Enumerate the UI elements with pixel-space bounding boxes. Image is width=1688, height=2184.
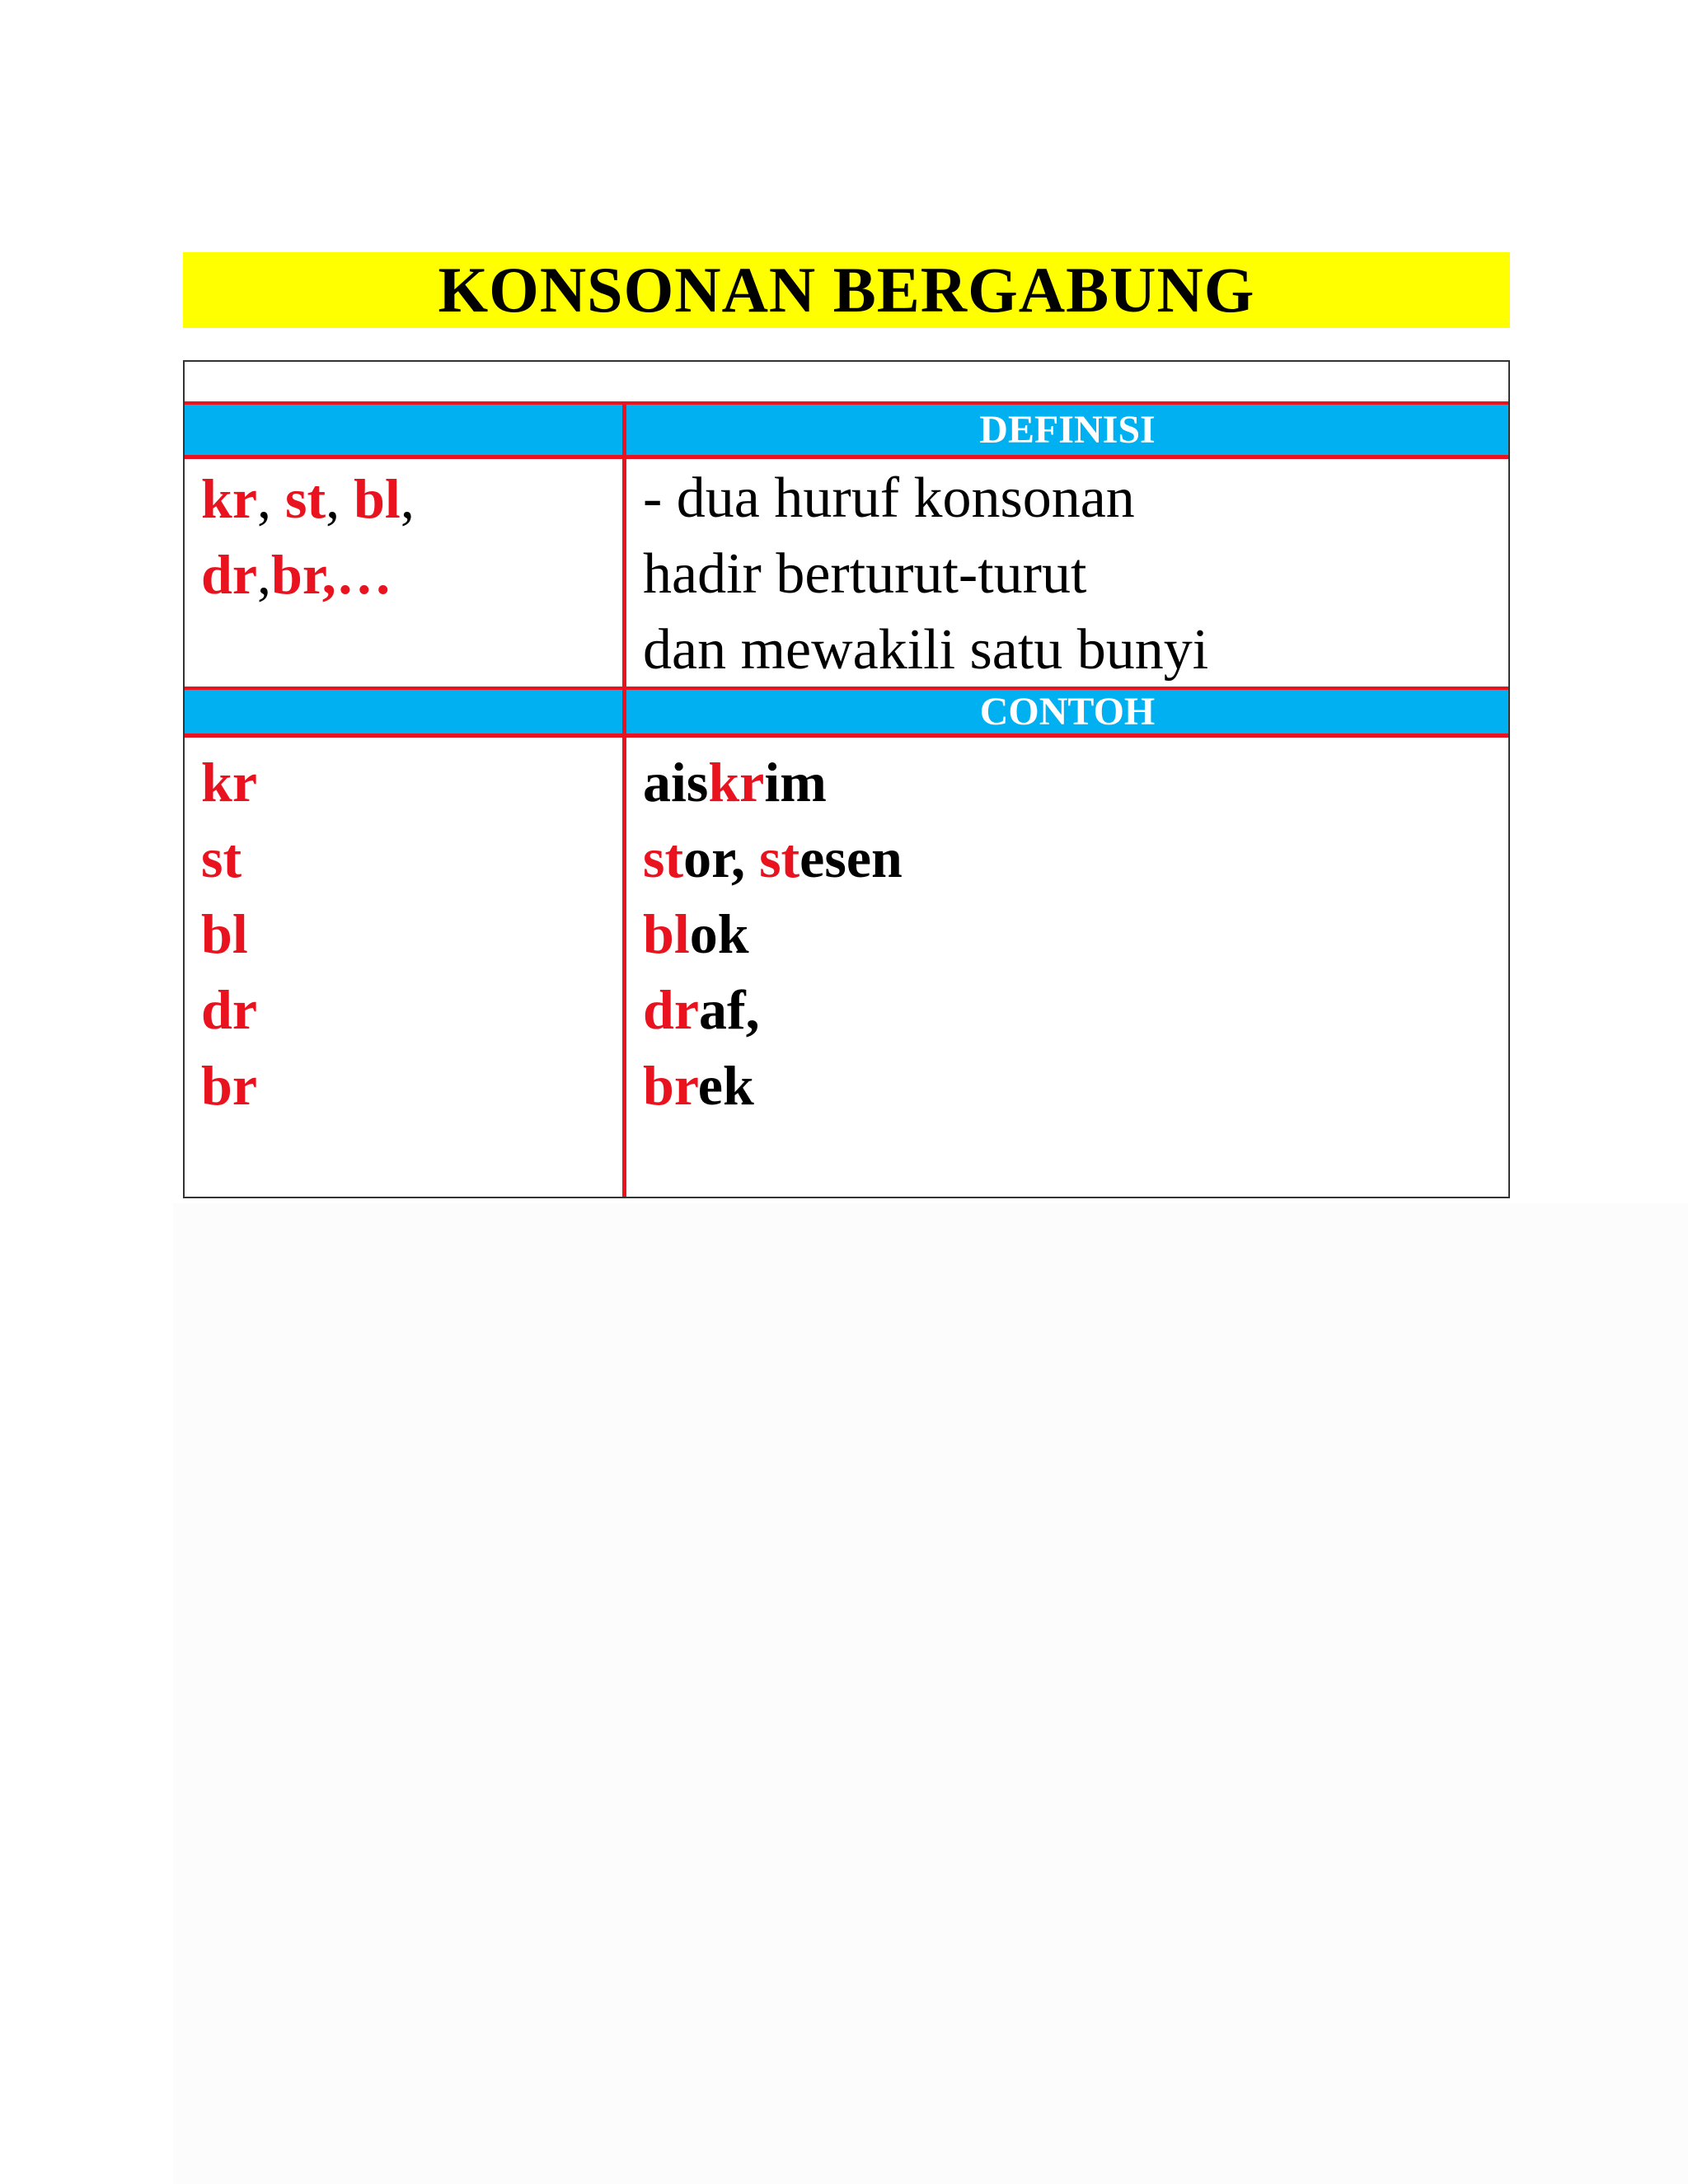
example-cluster: bl [201, 902, 248, 965]
example-cluster: st [201, 827, 242, 889]
definition-clusters [201, 461, 415, 612]
example-cluster: dr [201, 978, 257, 1041]
example-words [643, 744, 903, 1123]
highlight-letters: st [643, 827, 684, 889]
definition-line: - dua huruf konsonan [643, 466, 1135, 530]
highlight-letters: ,… [321, 543, 392, 606]
example-cluster: kr [201, 751, 257, 813]
highlight-letters: bl [643, 902, 690, 965]
definition-line: dan mewakili satu bunyi [643, 618, 1209, 682]
example-word [643, 1047, 903, 1123]
header-band-contoh [185, 687, 1508, 738]
plain-letters: , [257, 543, 271, 606]
highlight-letters: st [285, 467, 326, 530]
definition-line: hadir berturut-turut [643, 542, 1087, 606]
highlight-letters: st [759, 827, 800, 889]
definition-text [643, 461, 1208, 688]
example-word [643, 820, 903, 896]
plain-letters: ok [689, 902, 749, 965]
plain-letters: esen [799, 827, 903, 889]
plain-letters: , [400, 467, 415, 530]
page-title: KONSONAN BERGABUNG [438, 254, 1255, 326]
header-definisi: DEFINISI [979, 408, 1156, 452]
highlight-letters: dr [201, 543, 257, 606]
example-clusters [201, 744, 257, 1123]
example-word [643, 896, 903, 972]
plain-letters: ek [697, 1054, 754, 1117]
plain-letters: ais [643, 751, 709, 813]
highlight-letters: kr [708, 751, 765, 813]
highlight-letters: bl [354, 467, 401, 530]
plain-letters: , [257, 467, 285, 530]
plain-letters: , [326, 467, 354, 530]
example-word [643, 744, 903, 820]
highlight-letters: br [271, 543, 322, 606]
highlight-letters: kr [201, 467, 257, 530]
header-band-definisi [185, 401, 1508, 459]
consonant-table [183, 360, 1510, 1198]
example-cluster: br [201, 1054, 257, 1117]
plain-letters: or, [683, 827, 760, 889]
title-banner [183, 252, 1510, 328]
example-word [643, 972, 903, 1047]
definition-clusters-line-2 [201, 537, 415, 612]
column-divider [622, 401, 626, 1197]
definition-clusters-line-1 [201, 461, 415, 537]
plain-letters: im [764, 751, 827, 813]
header-contoh: CONTOH [979, 690, 1156, 733]
highlight-letters: br [643, 1054, 698, 1117]
highlight-letters: dr [643, 978, 699, 1041]
plain-letters: af, [699, 978, 760, 1041]
page-background [173, 1203, 1688, 2184]
